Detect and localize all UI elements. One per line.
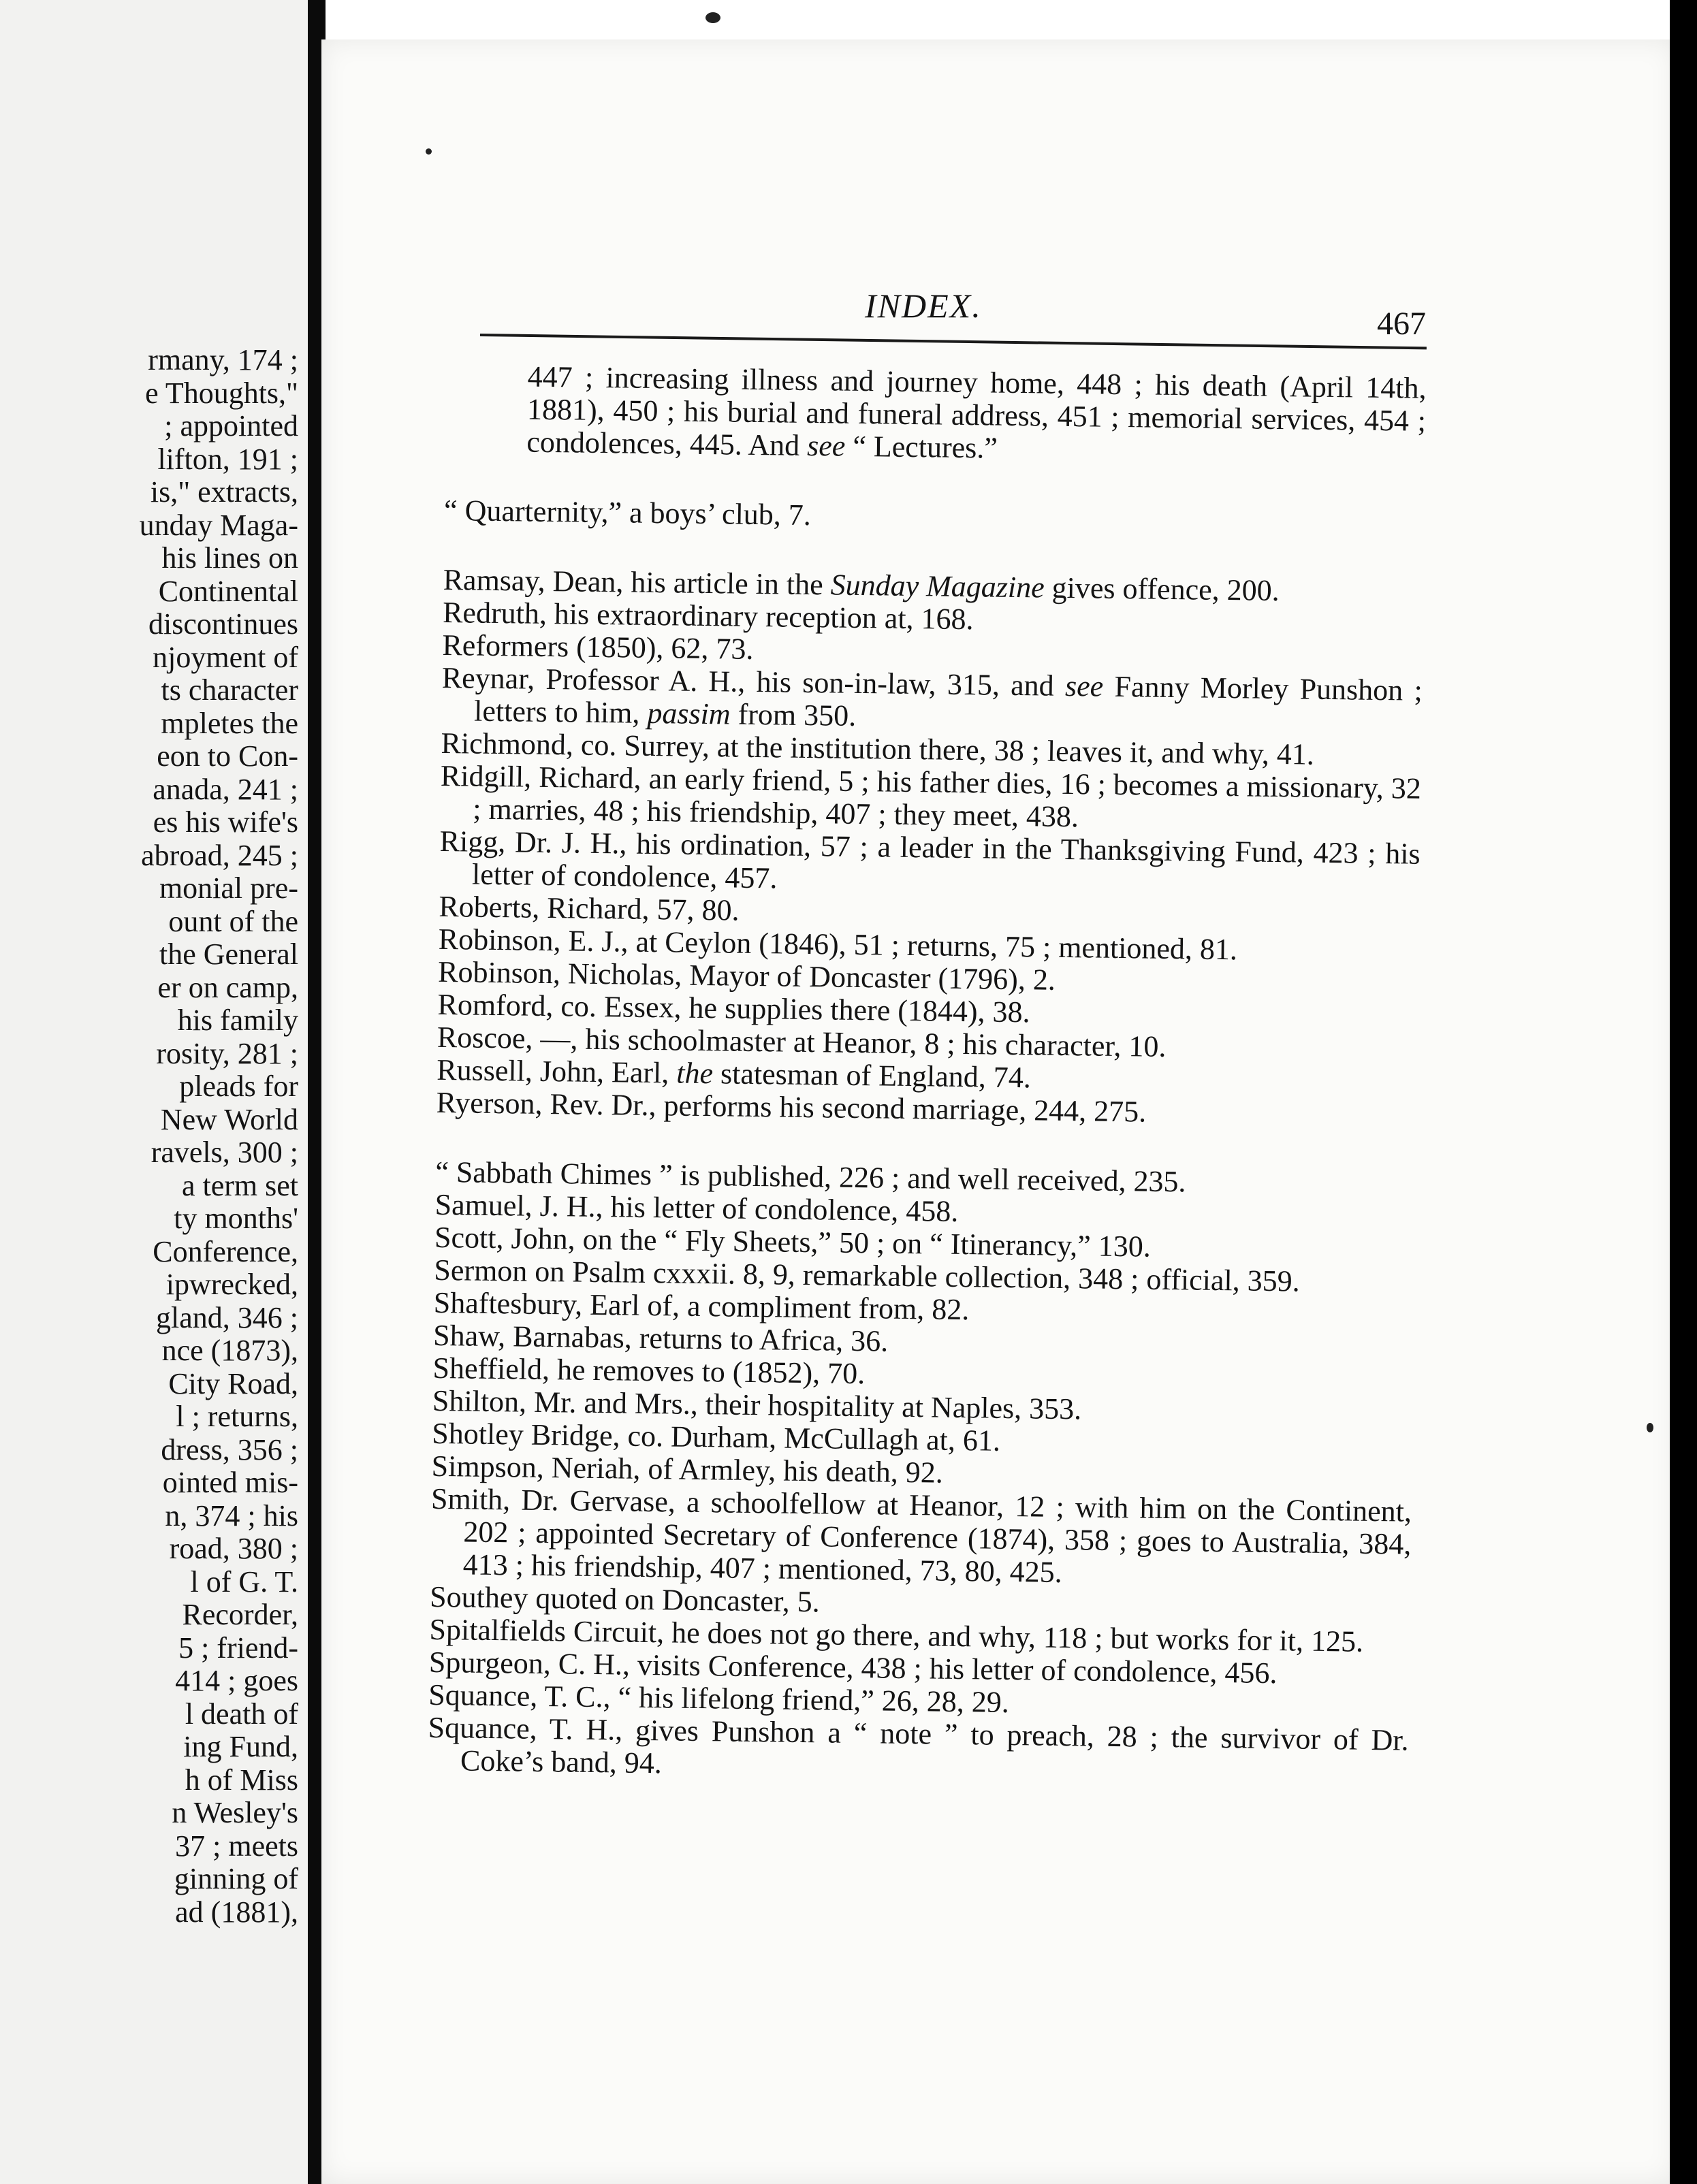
index-entry-ramsay: Ramsay, Dean, his article in the Sunday Magazine gives offence, 200. (443, 562, 1280, 608)
left-page-line: l of G. T. (190, 1564, 298, 1599)
index-entry-simpson: Simpson, Neriah, of Armley, his death, 92. (431, 1449, 944, 1490)
left-page-line: ad (1881), (175, 1895, 298, 1929)
index-entry-romford: Romford, co. Essex, he supplies there (1844), 38. (437, 987, 1030, 1029)
left-page-line: rmany, 174 ; (148, 343, 298, 376)
left-page-line: lifton, 191 ; (157, 442, 298, 476)
left-page-line: gland, 346 ; (156, 1300, 298, 1334)
scan-border-right (1670, 0, 1697, 2184)
index-entry-quarternity: “ Quarternity,” a boys’ club, 7. (443, 493, 812, 532)
left-page-line: the General (159, 937, 298, 971)
left-page-line: h of Miss (185, 1763, 298, 1797)
index-entry-shotley-bridge: Shotley Bridge, co. Durham, McCullagh at, 61. (432, 1416, 1001, 1458)
index-entry-southey: Southey quoted on Doncaster, 5. (429, 1579, 821, 1619)
left-page-line: Conference, (153, 1234, 298, 1268)
left-page-line: ipwrecked, (165, 1268, 298, 1301)
scan-speck (1647, 1423, 1653, 1432)
index-entry-robinson-ej: Robinson, E. J., at Ceylon (1846), 51 ; returns, 75 ; mentioned, 81. (438, 922, 1238, 967)
index-entry-shaftesbury: Shaftesbury, Earl of, a compliment from, 82. (433, 1285, 970, 1327)
left-page-line: abroad, 245 ; (141, 838, 298, 872)
left-page-line: rosity, 281 ; (156, 1036, 298, 1070)
left-page-line: pleads for (179, 1070, 298, 1103)
left-page-line: New World (160, 1102, 298, 1136)
index-entry-squance-tc: Squance, T. C., “ his lifelong friend,” 26, 28, 29. (428, 1677, 1010, 1719)
left-page-line: eon to Con- (157, 739, 298, 773)
left-page-line: anada, 241 ; (153, 772, 298, 806)
left-page-line: nce (1873), (161, 1334, 298, 1367)
left-page-line: his family (177, 1003, 298, 1037)
left-page-line: a term set (181, 1168, 298, 1202)
left-page-line: n Wesley's (172, 1796, 298, 1829)
left-page-line: 414 ; goes (175, 1664, 298, 1697)
left-page-line: l ; returns, (176, 1400, 298, 1433)
index-entry-ridgill: Ridgill, Richard, an early friend, 5 ; his father dies, 16 ; becomes a missionary, 32 ; marries, 48 ; his friendship, 407 ; they meet, 438. (440, 758, 1422, 834)
index-entry-rigg: Rigg, Dr. J. H., his ordination, 57 ; a leader in the Thanksgiving Fund, 423 ; his letter of condolence, 457. (439, 824, 1421, 895)
left-page-line: n, 374 ; his (165, 1498, 298, 1532)
left-page-line: Recorder, (182, 1598, 298, 1631)
left-page-line: ointed mis- (162, 1466, 298, 1499)
left-page-line: 5 ; friend- (178, 1631, 298, 1665)
left-page-line: ount of the (168, 904, 298, 938)
left-page-line: njoyment of (153, 640, 298, 674)
left-page-line: ravels, 300 ; (150, 1136, 298, 1169)
index-entry-smith: Smith, Dr. Gervase, a schoolfellow at Heanor, 12 ; with him on the Continent, 202 ; appointed Secretary of Conference (1874), 358 ; goes to Australia, 384, 413 ; his friendship, 407 ; mentioned, 73, 80, 425. (430, 1481, 1412, 1589)
left-page-line: road, 380 ; (169, 1532, 298, 1565)
left-page-line: unday Maga- (139, 508, 298, 542)
left-page-line: mpletes the (161, 706, 298, 740)
index-entry-sheffield: Sheffield, he removes to (1852), 70. (432, 1351, 866, 1391)
scan-speck (705, 12, 720, 23)
index-entry-reformers: Reformers (1850), 62, 73. (442, 628, 754, 666)
left-page-line: his lines on (161, 541, 298, 575)
left-page-line: e Thoughts," (145, 376, 298, 410)
index-entry-continuation: 447 ; increasing illness and journey home, 448 ; his death (April 14th, 1881), 450 ; his burial and funeral address, 451 ; memorial services, 454 ; condolences, 445. And see “ Lectures.” (526, 359, 1427, 465)
left-page-line: ty months' (174, 1202, 298, 1235)
index-entry-sermon: Sermon on Psalm cxxxii. 8, 9, remarkable collection, 348 ; official, 359. (434, 1253, 1300, 1298)
index-entry-squance-th: Squance, T. H., gives Punshon a “ note ” to preach, 28 ; the survivor of Dr. Coke’s band, 94. (428, 1710, 1409, 1780)
left-page-line: er on camp, (157, 970, 298, 1004)
index-entry-samuel: Samuel, J. H., his letter of condolence, 458. (434, 1187, 959, 1228)
index-entry-ryerson: Ryerson, Rev. Dr., performs his second marriage, 244, 275. (436, 1085, 1147, 1129)
left-page-line: Continental (158, 574, 298, 608)
left-page-line: ts character (161, 673, 298, 707)
left-page-line: 37 ; meets (175, 1829, 298, 1863)
left-page-line: l death of (185, 1697, 298, 1731)
index-entry-reynar: Reynar, Professor A. H., his son-in-law, 315, and see Fanny Morley Punshon ; letters to him, passim from 350. (441, 660, 1423, 733)
left-page-line: discontinues (148, 607, 298, 641)
index-entry-robinson-nicholas: Robinson, Nicholas, Mayor of Doncaster (1796), 2. (437, 954, 1056, 997)
index-entry-russell: Russell, John, Earl, the statesman of England, 74. (437, 1053, 1032, 1095)
left-facing-page (0, 0, 308, 2184)
left-page-line: es his wife's (153, 805, 298, 839)
left-page-line: monial pre- (159, 871, 298, 905)
index-entry-roscoe: Roscoe, —, his schoolmaster at Heanor, 8 ; his character, 10. (437, 1020, 1167, 1063)
left-page-line: dress, 356 ; (161, 1432, 298, 1466)
index-entries (428, 359, 1427, 1790)
left-page-line: ing Fund, (183, 1730, 298, 1763)
left-page-line: City Road, (168, 1366, 298, 1400)
index-entry-shilton: Shilton, Mr. and Mrs., their hospitality at Naples, 353. (432, 1383, 1082, 1426)
left-page-line: ; appointed (164, 409, 298, 443)
running-head: INDEX. (865, 287, 982, 325)
index-entry-sabbath-chimes: “ Sabbath Chimes ” is published, 226 ; and well received, 235. (435, 1155, 1186, 1199)
index-entry-roberts: Roberts, Richard, 57, 80. (439, 889, 740, 927)
index-entry-shaw: Shaw, Barnabas, returns to Africa, 36. (432, 1318, 889, 1358)
left-page-line: ginning of (174, 1862, 298, 1895)
index-entry-richmond: Richmond, co. Surrey, at the institution there, 38 ; leaves it, and why, 41. (441, 726, 1315, 771)
index-entry-redruth: Redruth, his extraordinary reception at, 168. (442, 595, 974, 637)
page-number: 467 (1377, 306, 1426, 342)
left-page-text-fragments (0, 344, 298, 1929)
index-entry-scott: Scott, John, on the “ Fly Sheets,” 50 ; on “ Itinerancy,” 130. (434, 1220, 1152, 1264)
scan-speck (426, 148, 432, 155)
index-entry-spurgeon: Spurgeon, C. H., visits Conference, 438 ; his letter of condolence, 456. (428, 1645, 1278, 1690)
left-page-line: is," extracts, (150, 475, 298, 509)
index-entry-spitalfields: Spitalfields Circuit, he does not go there, and why, 118 ; but works for it, 125. (429, 1612, 1364, 1658)
